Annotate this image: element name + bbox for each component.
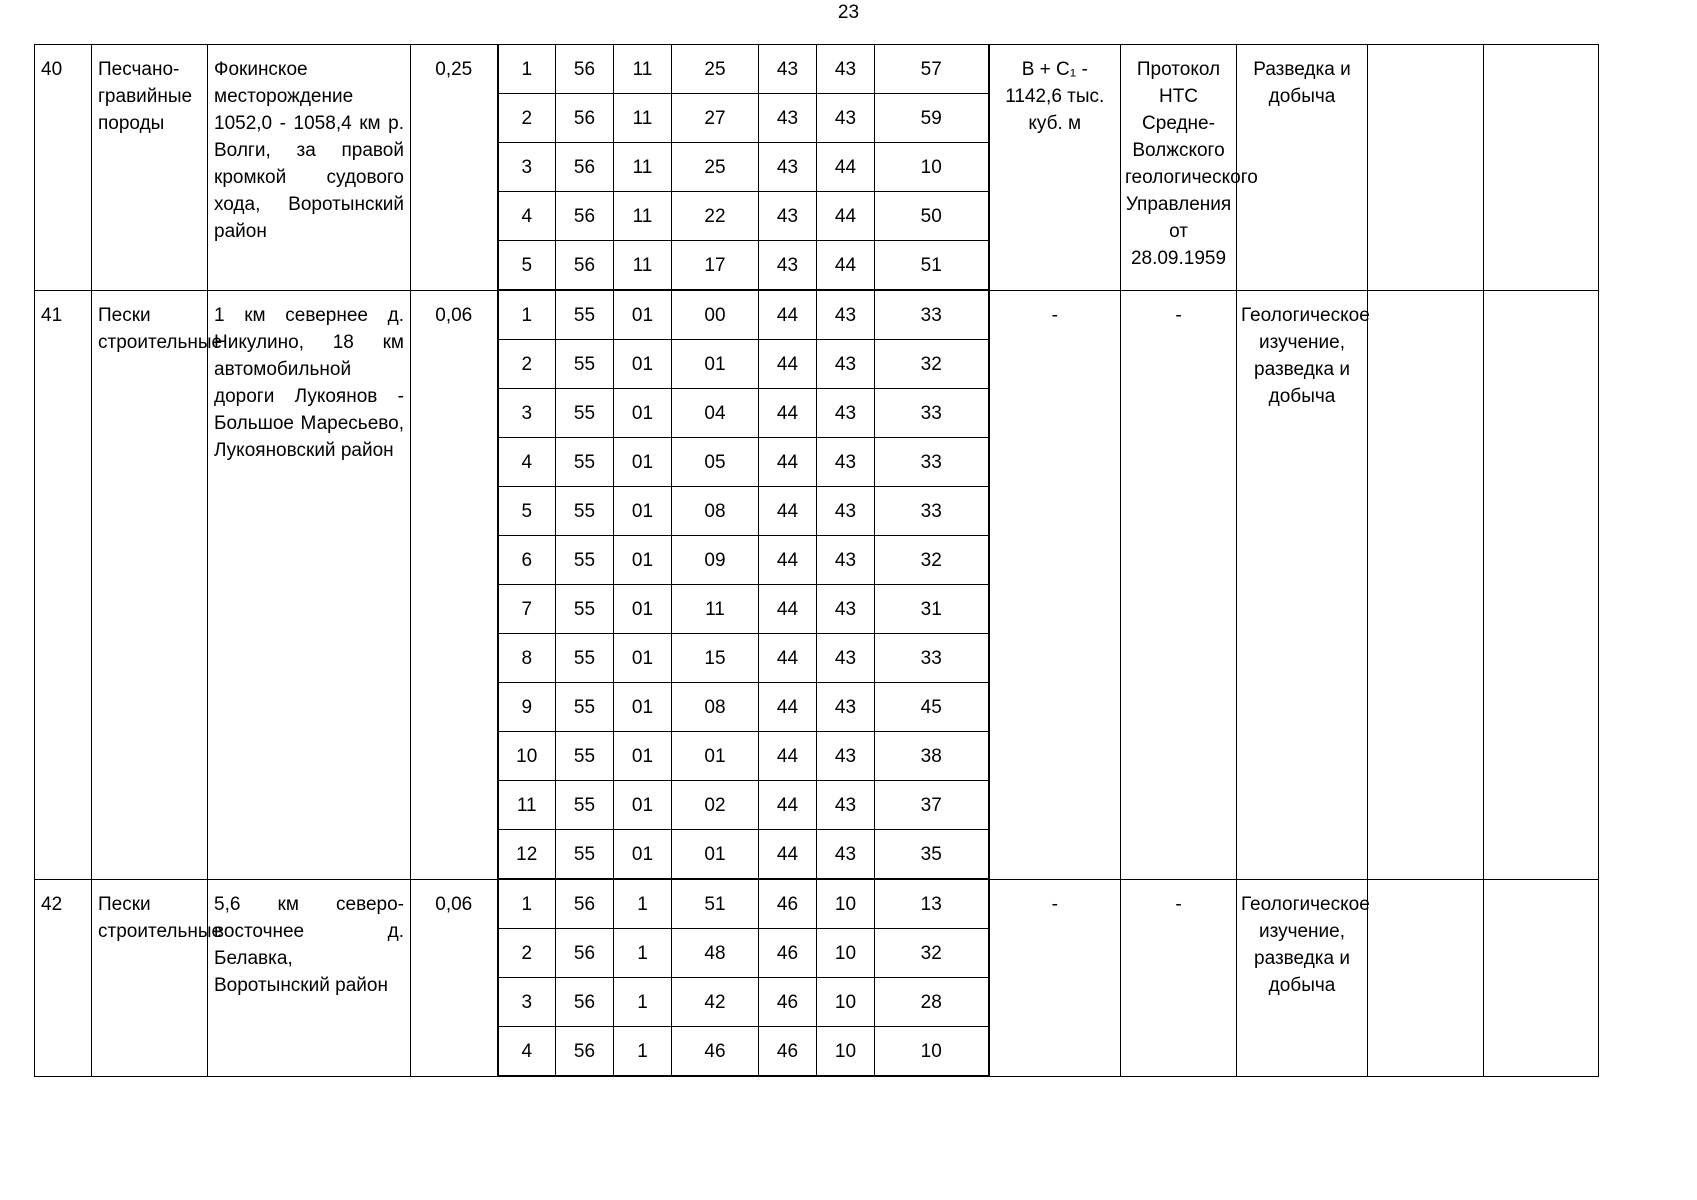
coordinate-value: 43 — [817, 487, 875, 536]
coordinate-value: 01 — [614, 830, 672, 880]
point-number: 6 — [498, 536, 556, 585]
coordinate-value: 45 — [875, 683, 989, 732]
coordinate-value: 1 — [614, 978, 672, 1027]
point-number: 4 — [498, 1027, 556, 1077]
area-value: 0,06 — [411, 290, 498, 879]
point-number: 1 — [498, 879, 556, 929]
coordinate-value: 33 — [875, 389, 989, 438]
table-row — [35, 290, 1599, 340]
point-number: 5 — [498, 241, 556, 291]
coordinate-value: 43 — [817, 683, 875, 732]
coordinate-value: 56 — [556, 94, 614, 143]
deposits-table — [34, 44, 1599, 1077]
coordinate-value: 46 — [759, 879, 817, 929]
coordinate-value: 02 — [672, 781, 759, 830]
coordinate-value: 11 — [614, 241, 672, 291]
coordinate-value: 50 — [875, 192, 989, 241]
empty-cell — [1484, 45, 1599, 291]
point-number: 3 — [498, 389, 556, 438]
coordinate-value: 01 — [614, 781, 672, 830]
coordinate-value: 55 — [556, 290, 614, 340]
entry-number: 40 — [35, 45, 92, 291]
coordinate-value: 55 — [556, 389, 614, 438]
point-number: 12 — [498, 830, 556, 880]
coordinate-value: 55 — [556, 781, 614, 830]
coordinate-value: 43 — [817, 438, 875, 487]
coordinate-value: 43 — [817, 389, 875, 438]
coordinate-value: 05 — [672, 438, 759, 487]
point-number: 4 — [498, 438, 556, 487]
entry-number: 41 — [35, 290, 92, 879]
coordinate-value: 1 — [614, 1027, 672, 1077]
coordinate-value: 43 — [817, 290, 875, 340]
area-value: 0,25 — [411, 45, 498, 291]
coordinate-value: 15 — [672, 634, 759, 683]
coordinate-value: 56 — [556, 879, 614, 929]
coordinate-value: 33 — [875, 290, 989, 340]
coordinate-value: 37 — [875, 781, 989, 830]
coordinate-value: 43 — [817, 830, 875, 880]
point-number: 1 — [498, 45, 556, 94]
point-number: 2 — [498, 94, 556, 143]
point-number: 3 — [498, 143, 556, 192]
coordinate-value: 11 — [672, 585, 759, 634]
page-number: 23 — [837, 2, 860, 23]
coordinate-value: 25 — [672, 143, 759, 192]
point-number: 5 — [498, 487, 556, 536]
coordinate-value: 1 — [614, 879, 672, 929]
purpose-text: Разведка и добыча — [1237, 45, 1368, 291]
coordinate-value: 04 — [672, 389, 759, 438]
point-number: 3 — [498, 978, 556, 1027]
coordinate-value: 43 — [817, 781, 875, 830]
coordinate-value: 59 — [875, 94, 989, 143]
coordinate-value: 13 — [875, 879, 989, 929]
point-number: 7 — [498, 585, 556, 634]
coordinate-value: 43 — [759, 192, 817, 241]
point-number: 8 — [498, 634, 556, 683]
point-number: 10 — [498, 732, 556, 781]
coordinate-value: 44 — [817, 192, 875, 241]
protocol-text: - — [1121, 879, 1237, 1076]
coordinate-value: 44 — [759, 290, 817, 340]
table-row — [35, 879, 1599, 929]
point-number: 9 — [498, 683, 556, 732]
coordinate-value: 51 — [672, 879, 759, 929]
coordinate-value: 43 — [817, 340, 875, 389]
entry-number: 42 — [35, 879, 92, 1076]
reserves-value: B + C₁ - 1142,6 тыс. куб. м — [989, 45, 1121, 291]
coordinate-value: 11 — [614, 192, 672, 241]
reserves-value: - — [989, 879, 1121, 1076]
coordinate-value: 43 — [759, 94, 817, 143]
coordinate-value: 43 — [759, 143, 817, 192]
coordinate-value: 43 — [817, 94, 875, 143]
point-number: 2 — [498, 340, 556, 389]
coordinate-value: 56 — [556, 1027, 614, 1077]
coordinate-value: 28 — [875, 978, 989, 1027]
coordinate-value: 31 — [875, 585, 989, 634]
protocol-text: Протокол НТС Средне-Волжского геологического Управления от 28.09.1959 — [1121, 45, 1237, 291]
coordinate-value: 01 — [614, 683, 672, 732]
coordinate-value: 44 — [759, 830, 817, 880]
coordinate-value: 09 — [672, 536, 759, 585]
coordinate-value: 55 — [556, 683, 614, 732]
coordinate-value: 42 — [672, 978, 759, 1027]
coordinate-value: 44 — [759, 634, 817, 683]
empty-cell — [1484, 290, 1599, 879]
empty-cell — [1484, 879, 1599, 1076]
coordinate-value: 56 — [556, 929, 614, 978]
coordinate-value: 55 — [556, 536, 614, 585]
coordinate-value: 43 — [817, 536, 875, 585]
point-number: 2 — [498, 929, 556, 978]
coordinate-value: 44 — [759, 781, 817, 830]
empty-cell — [1368, 879, 1484, 1076]
coordinate-value: 32 — [875, 340, 989, 389]
coordinate-value: 01 — [672, 340, 759, 389]
coordinate-value: 01 — [614, 536, 672, 585]
coordinate-value: 1 — [614, 929, 672, 978]
coordinate-value: 10 — [817, 929, 875, 978]
coordinate-value: 01 — [614, 585, 672, 634]
location-description: 5,6 км северо-восточнее д. Белавка, Воротынский район — [208, 879, 411, 1076]
coordinate-value: 27 — [672, 94, 759, 143]
purpose-text: Геологическое изучение, разведка и добыча — [1237, 290, 1368, 879]
coordinate-value: 46 — [759, 929, 817, 978]
mineral-type: Песчано-гравийные породы — [92, 45, 208, 291]
mineral-type: Пески строительные — [92, 290, 208, 879]
coordinate-value: 00 — [672, 290, 759, 340]
area-value: 0,06 — [411, 879, 498, 1076]
coordinate-value: 56 — [556, 45, 614, 94]
coordinate-value: 46 — [672, 1027, 759, 1077]
coordinate-value: 44 — [759, 340, 817, 389]
coordinate-value: 11 — [614, 94, 672, 143]
coordinate-value: 43 — [817, 634, 875, 683]
coordinate-value: 44 — [817, 241, 875, 291]
coordinate-value: 10 — [875, 143, 989, 192]
coordinate-value: 10 — [817, 879, 875, 929]
coordinate-value: 55 — [556, 732, 614, 781]
coordinate-value: 38 — [875, 732, 989, 781]
coordinate-value: 33 — [875, 487, 989, 536]
point-number: 4 — [498, 192, 556, 241]
coordinate-value: 44 — [759, 585, 817, 634]
coordinate-value: 01 — [614, 634, 672, 683]
coordinate-value: 55 — [556, 830, 614, 880]
protocol-text: - — [1121, 290, 1237, 879]
coordinate-value: 11 — [614, 45, 672, 94]
coordinate-value: 55 — [556, 634, 614, 683]
coordinate-value: 44 — [759, 536, 817, 585]
point-number: 1 — [498, 290, 556, 340]
coordinate-value: 51 — [875, 241, 989, 291]
coordinate-value: 46 — [759, 978, 817, 1027]
coordinate-value: 01 — [614, 487, 672, 536]
coordinate-value: 01 — [672, 830, 759, 880]
coordinate-value: 48 — [672, 929, 759, 978]
coordinate-value: 32 — [875, 929, 989, 978]
coordinate-value: 56 — [556, 241, 614, 291]
coordinate-value: 44 — [759, 389, 817, 438]
coordinate-value: 22 — [672, 192, 759, 241]
coordinate-value: 56 — [556, 978, 614, 1027]
coordinate-value: 01 — [614, 389, 672, 438]
location-description: 1 км севернее д. Никулино, 18 км автомобильной дороги Лукоянов - Большое Маресьево, Лукояновский район — [208, 290, 411, 879]
coordinate-value: 44 — [759, 683, 817, 732]
coordinate-value: 33 — [875, 438, 989, 487]
coordinate-value: 43 — [817, 45, 875, 94]
coordinate-value: 33 — [875, 634, 989, 683]
coordinate-value: 56 — [556, 143, 614, 192]
coordinate-value: 55 — [556, 340, 614, 389]
table-row — [35, 45, 1599, 94]
coordinate-value: 43 — [759, 45, 817, 94]
coordinate-value: 10 — [875, 1027, 989, 1077]
coordinate-value: 55 — [556, 438, 614, 487]
coordinate-value: 44 — [759, 732, 817, 781]
mineral-type: Пески строительные — [92, 879, 208, 1076]
coordinate-value: 25 — [672, 45, 759, 94]
coordinate-value: 10 — [817, 1027, 875, 1077]
coordinate-value: 57 — [875, 45, 989, 94]
reserves-value: - — [989, 290, 1121, 879]
coordinate-value: 17 — [672, 241, 759, 291]
empty-cell — [1368, 290, 1484, 879]
coordinate-value: 55 — [556, 487, 614, 536]
coordinate-value: 08 — [672, 487, 759, 536]
coordinate-value: 01 — [614, 290, 672, 340]
coordinate-value: 44 — [759, 438, 817, 487]
coordinate-value: 35 — [875, 830, 989, 880]
empty-cell — [1368, 45, 1484, 291]
coordinate-value: 32 — [875, 536, 989, 585]
coordinate-value: 08 — [672, 683, 759, 732]
point-number: 11 — [498, 781, 556, 830]
location-description: Фокинское месторождение 1052,0 - 1058,4 км р. Волги, за правой кромкой судового хода, Воротынский район — [208, 45, 411, 291]
coordinate-value: 01 — [614, 438, 672, 487]
coordinate-value: 43 — [817, 732, 875, 781]
coordinate-value: 11 — [614, 143, 672, 192]
coordinate-value: 55 — [556, 585, 614, 634]
coordinate-value: 10 — [817, 978, 875, 1027]
coordinate-value: 01 — [614, 340, 672, 389]
coordinate-value: 43 — [759, 241, 817, 291]
coordinate-value: 56 — [556, 192, 614, 241]
purpose-text: Геологическое изучение, разведка и добыча — [1237, 879, 1368, 1076]
coordinate-value: 01 — [614, 732, 672, 781]
coordinate-value: 43 — [817, 585, 875, 634]
coordinate-value: 01 — [672, 732, 759, 781]
coordinate-value: 46 — [759, 1027, 817, 1077]
coordinate-value: 44 — [817, 143, 875, 192]
coordinate-value: 44 — [759, 487, 817, 536]
